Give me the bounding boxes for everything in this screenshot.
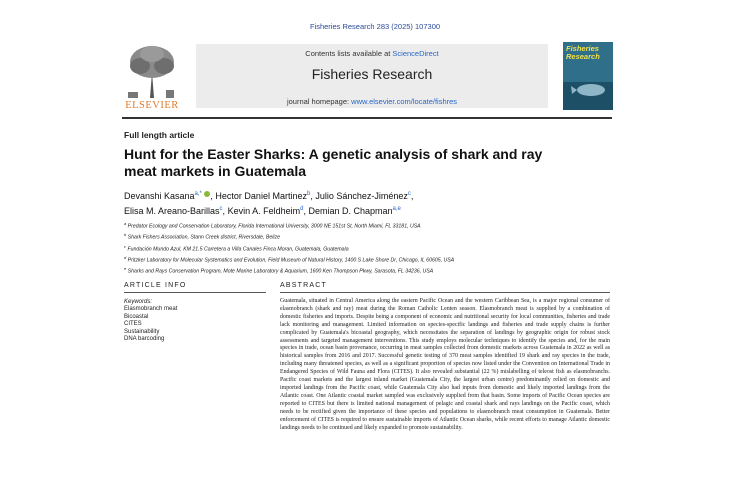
author-affiliation-marker[interactable]: d — [300, 206, 304, 212]
homepage-line — [196, 97, 548, 106]
elsevier-wordmark[interactable]: ELSEVIER — [125, 100, 179, 111]
author-name[interactable]: Kevin A. Feldheim — [227, 206, 301, 216]
author-name[interactable]: Demian D. Chapman — [308, 206, 393, 216]
contents-prefix: Contents lists available at — [305, 49, 393, 58]
affiliation-text: Pritzker Laboratory for Molecular Systematics and Evolution, Field Museum of Natural History, 1400 S Lake Shore Dr, Chicago, IL 60605, USA — [126, 257, 455, 264]
journal-title: Fisheries Research — [311, 66, 433, 82]
author-affiliation-marker[interactable]: a,e — [392, 206, 401, 212]
author-affiliation-marker[interactable]: a,* — [194, 191, 202, 197]
keyword-item: CITES — [124, 321, 142, 328]
abstract-divider — [280, 292, 610, 293]
affiliation-text: Sharks and Rays Conservation Program, Mote Marine Laboratory & Aquarium, 1600 Ken Thompson Pkwy, Sarasota, FL 34236, USA — [126, 269, 434, 276]
author-name[interactable]: Elisa M. Areano-Barillas — [124, 206, 220, 216]
journal-reference[interactable]: Fisheries Research 283 (2025) 107300 — [309, 22, 441, 31]
article-type: Full length article — [124, 130, 195, 140]
author-name[interactable]: Devanshi Kasana — [124, 191, 195, 201]
journal-homepage-link[interactable]: www.elsevier.com/locate/fishres — [351, 97, 458, 106]
affiliation-item — [124, 265, 604, 276]
article-info-divider — [124, 292, 266, 293]
affiliation-text: Shark Fishers Association, Stann Creek district, Riversdale, Belize — [126, 235, 280, 242]
affiliation-text: Predator Ecology and Conservation Laboratory, Florida International University, 3000 NE 151st St, North Miami, FL 33181, USA — [126, 223, 421, 230]
article-title: Hunt for the Easter Sharks: A genetic analysis of shark and ray meat markets in Guatemala — [124, 146, 543, 179]
author-separator: , — [410, 191, 414, 201]
keyword-list — [124, 306, 264, 344]
author-name[interactable]: Hector Daniel Martinez — [215, 191, 307, 201]
affiliation-item — [124, 243, 604, 254]
author-name[interactable]: Julio Sánchez-Jiménez — [315, 191, 408, 201]
journal-cover-thumbnail[interactable] — [563, 42, 613, 110]
author-separator: , — [303, 206, 309, 216]
affiliation-item — [124, 231, 604, 242]
author-affiliation-marker[interactable]: b — [306, 191, 311, 197]
cover-title: Fisheries Research — [566, 44, 600, 61]
author-list — [124, 188, 554, 218]
affiliation-marker: c — [124, 243, 126, 249]
affiliation-list — [124, 220, 604, 277]
author-separator: , — [310, 191, 316, 201]
affiliation-marker: b — [124, 232, 127, 238]
author-affiliation-marker[interactable]: c — [407, 191, 411, 197]
affiliation-item — [124, 220, 604, 231]
sciencedirect-link[interactable]: ScienceDirect — [392, 49, 439, 58]
keyword-item: Bicoastal — [124, 313, 149, 320]
contents-line — [196, 49, 548, 58]
affiliation-marker: a — [124, 221, 127, 226]
affiliation-text: Fundación Mundo Azul, KM 21.5 Carretera a Villa Canales Finca Moran, Guatemala, Guatemala — [126, 246, 349, 253]
author-affiliation-marker[interactable]: c — [219, 206, 223, 212]
keyword-item: Elasmobranch meat — [124, 306, 178, 312]
article-info-heading: ARTICLE INFO — [124, 282, 187, 289]
abstract-heading: ABSTRACT — [280, 282, 327, 289]
affiliation-item — [124, 254, 604, 265]
affiliation-marker: e — [124, 266, 127, 272]
author-separator: , — [222, 206, 228, 216]
header-divider — [122, 117, 612, 119]
keyword-item: Sustainability — [124, 328, 160, 335]
abstract-text: Guatemala, situated in Central America along the eastern Pacific Ocean and the western Caribbean Sea, is a major regional consumer of elasmobranch (shark and ray) meat during the Roman Catholic Lenten season. Elasmobranch meat is supplied by a combination of domestic fisheries and imports. Despite being a component of economic and nutritional security for local communities, fisheries and trade lack monitoring and management. Limited information on species-specific landings and fisheries and trade supply chains is further complicated by Guatemala's bicoastal geography, which necessitates the separation of landings by geographic origin for robust stock assessments and targeted management interventions. This study employs molecular techniques to identify the species and, for the main species in trade, ocean basin provenance, occurring in meat samples collected from domestic markets across Guatemala in 2022 as well as historical samples from 2016 and 2017. Successful genetic testing of 370 meat samples identified 19 shark and ray species in the trade, including many threatened species, as well as a significant proportion of species now listed under the Convention on International Trade in Endangered Species of Wild Fauna and Flora (CITES). It also revealed substantial (22 %) mislabelling of teleost fish as elasmobranchs. Pacific coast markets and the largest inland market (Guatemala City, the largest urban centre) predominantly relied on domestic and imported landings from the Pacific coast, while Guatemala City also had inputs from domestic and likely imported landings from the Atlantic coast. One Atlantic coastal market sampled was exclusively supplied from that basin. Some imports of Pacific Ocean species are reported to CITES but there is limited national management of pelagic and coastal shark and rays landings on the Pacific coast, which needs to be rectified given the importance of these species and populations to elasmobranch meat consumption in Guatemala. Better enforcement of CITES is required to ensure sustainable imports of Atlantic Ocean sharks, while recent efforts to manage Atlantic domestic landings needs to be continued and likely expanded to promote sustainability. — [280, 298, 610, 431]
affiliation-marker: d — [124, 254, 127, 260]
keyword-item: DNA barcoding — [124, 336, 165, 343]
author-separator: , — [210, 191, 216, 201]
keywords-label: Keywords: — [124, 299, 153, 305]
homepage-prefix: journal homepage: — [286, 97, 352, 106]
